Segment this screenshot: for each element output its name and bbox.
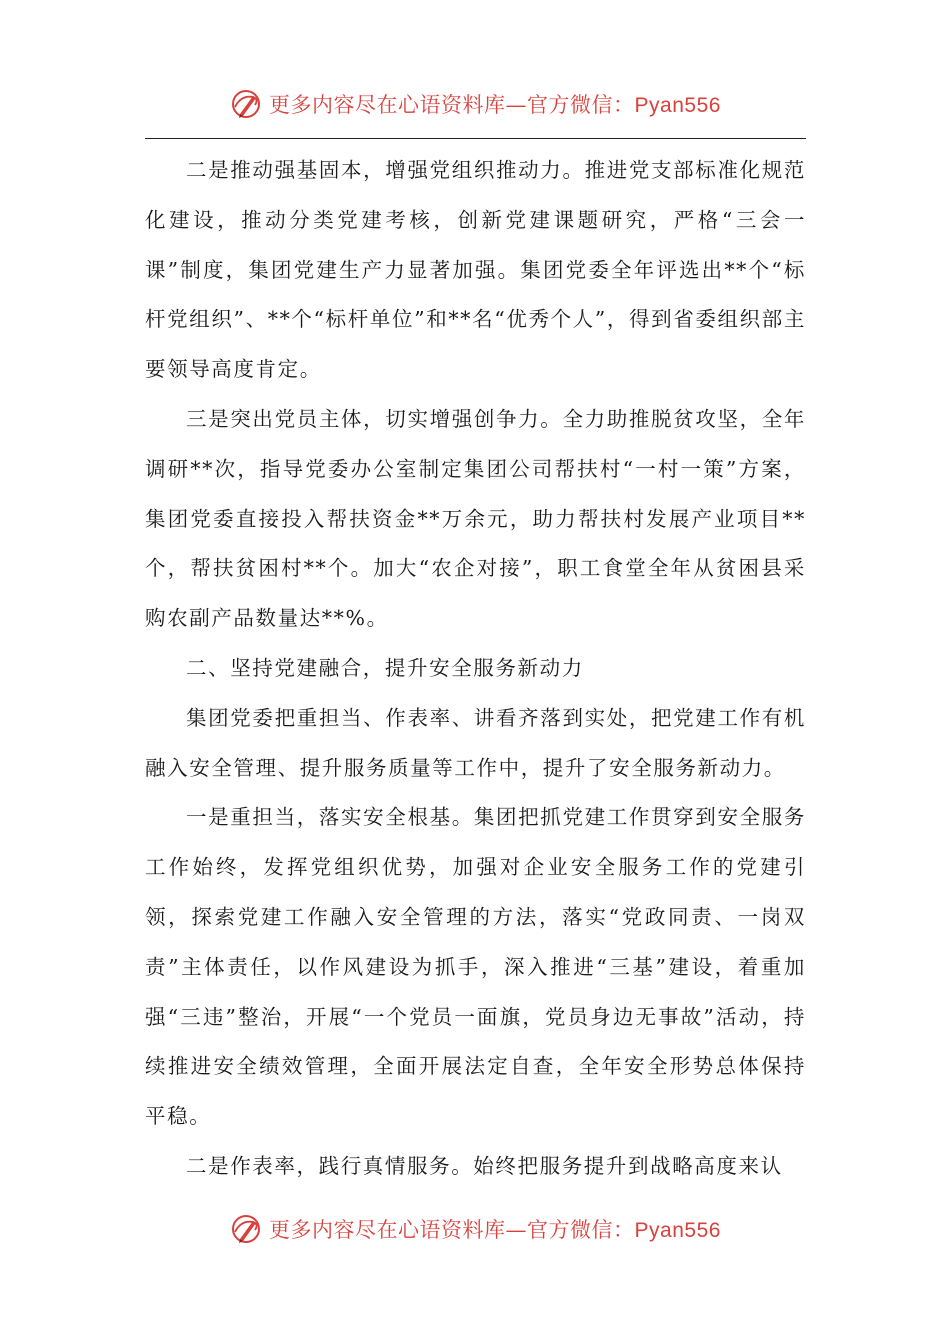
header-banner-wechat-id: Pyan556 [634, 94, 721, 117]
footer-banner-text [269, 1214, 721, 1244]
footer-banner-text-cn: 更多内容尽在心语资料库—官方微信： [269, 1218, 635, 1242]
header-banner-text-cn: 更多内容尽在心语资料库—官方微信： [269, 93, 635, 117]
paragraph-4: 一是重担当，落实安全根基。集团把抓党建工作贯穿到安全服务工作始终，发挥党组织优势，加强对企业安全服务工作的党建引领，探索党建工作融入安全管理的方法，落实“党政同责、一岗双责”主体责任，以作风建设为抓手，深入推进“三基”建设，着重加强“三违”整治，开展“一个党员一面旗，党员身边无事故”活动，持续推进安全绩效管理，全面开展法定自查，全年安全形势总体保持平稳。 [145, 805, 806, 1129]
section-heading: 二、坚持党建融合，提升安全服务新动力 [186, 655, 584, 680]
paragraph-2: 三是突出党员主体，切实增强创争力。全力助推脱贫攻坚，全年调研**次，指导党委办公室制定集团公司帮扶村“一村一策”方案，集团党委直接投入帮扶资金**万余元，助力帮扶村发展产业项目**个，帮扶贫困村**个。加大“农企对接”，职工食堂全年从贫困县采购农副产品数量达**%。 [145, 406, 806, 631]
paragraph-1: 二是推动强基固本，增强党组织推动力。推进党支部标准化规范化建设，推动分类党建考核，创新党建课题研究，严格“三会一课”制度，集团党建生产力显著加强。集团党委全年评选出**个“标杆党组织”、**个“标杆单位”和**名“优秀个人”，得到省委组织部主要领导高度肯定。 [145, 158, 806, 382]
header-banner [0, 84, 950, 124]
header-banner-text [269, 89, 721, 119]
pen-swirl-logo-icon [229, 1212, 263, 1246]
paragraph-3: 集团党委把重担当、作表率、讲看齐落到实处，把党建工作有机融入安全管理、提升服务质量等工作中，提升了安全服务新动力。 [145, 705, 806, 780]
pen-swirl-logo-icon [229, 87, 263, 121]
paragraph-5: 二是作表率，践行真情服务。始终把服务提升到战略高度来认 [186, 1153, 783, 1178]
footer-banner [0, 1209, 950, 1249]
header-divider [145, 138, 806, 139]
document-body [145, 146, 806, 1192]
footer-banner-wechat-id: Pyan556 [634, 1219, 721, 1242]
